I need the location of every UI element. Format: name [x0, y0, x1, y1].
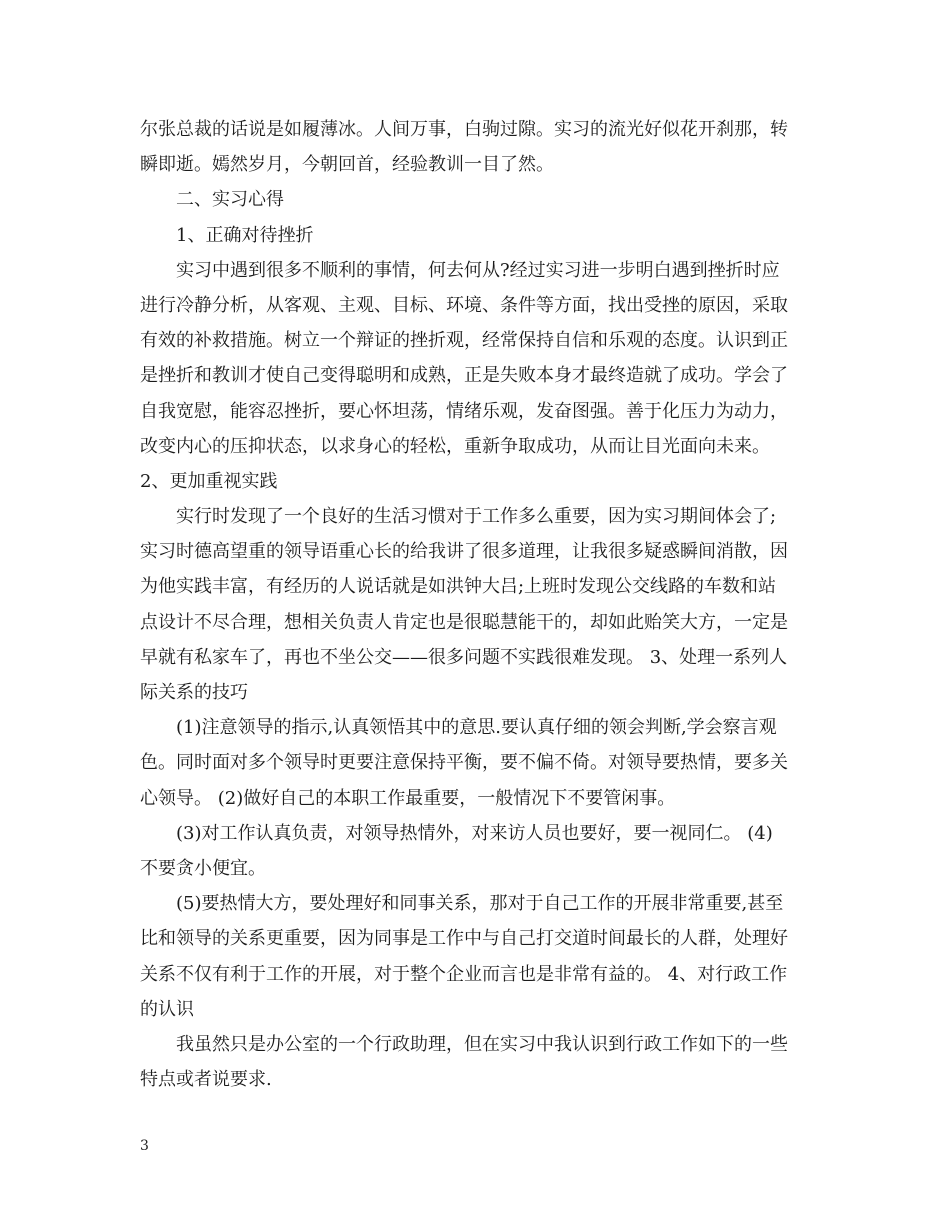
- text-line: 为他实践丰富，有经历的人说话就是如洪钟大吕;上班时发现公交线路的车数和站: [140, 576, 777, 598]
- text-line: 改变内心的压抑状态，以求身心的轻松，重新争取成功，从而让目光面向未来。: [140, 435, 770, 457]
- text-line: 有效的补救措施。树立一个辩证的挫折观，经常保持自信和乐观的态度。认识到正: [140, 330, 788, 352]
- text-line: 的认识: [140, 998, 194, 1020]
- text-line: 瞬即逝。嫣然岁月，今朝回首，经验教训一目了然。: [140, 154, 554, 176]
- text-line: 2、更加重视实践: [140, 470, 278, 492]
- text-line: 早就有私家车了，再也不坐公交——很多问题不实践很难发现。 3、处理一系列人: [140, 646, 788, 668]
- text-line: 1、正确对待挫折: [176, 224, 314, 246]
- text-line: (3)对工作认真负责，对领导热情外，对来访人员也要好，要一视同仁。 (4): [176, 822, 773, 844]
- text-line: (1)注意领导的指示,认真领悟其中的意思.要认真仔细的领会判断,学会察言观: [176, 717, 777, 739]
- document-body: [140, 112, 812, 1097]
- text-line: 实习时德高望重的领导语重心长的给我讲了很多道理，让我很多疑惑瞬间消散，因: [140, 541, 788, 563]
- text-line: 自我宽慰，能容忍挫折，要心怀坦荡，情绪乐观，发奋图强。善于化压力为动力，: [140, 400, 788, 422]
- text-line: 心领导。 (2)做好自己的本职工作最重要，一般情况下不要管闲事。: [140, 787, 676, 809]
- text-line: 比和领导的关系更重要，因为同事是工作中与自己打交道时间最长的人群，处理好: [140, 928, 788, 950]
- text-line: 特点或者说要求.: [140, 1069, 272, 1091]
- text-line: 色。同时面对多个领导时更要注意保持平衡，要不偏不倚。对领导要热情，要多关: [140, 752, 788, 774]
- text-line: 是挫折和教训才使自己变得聪明和成熟，正是失败本身才最终造就了成功。学会了: [140, 365, 788, 387]
- text-line: (5)要热情大方，要处理好和同事关系，那对于自己工作的开展非常重要,甚至: [176, 893, 784, 915]
- text-line: 尔张总裁的话说是如履薄冰。人间万事，白驹过隙。实习的流光好似花开刹那，转: [140, 119, 788, 140]
- text-line: 实习中遇到很多不顺利的事情，何去何从?经过实习进一步明白遇到挫折时应: [176, 259, 780, 281]
- text-line: 进行冷静分析，从客观、主观、目标、环境、条件等方面，找出受挫的原因，采取: [140, 294, 788, 316]
- text-line: 关系不仅有利于工作的开展，对于整个企业而言也是非常有益的。 4、对行政工作: [140, 963, 788, 985]
- page-number: 3: [140, 1138, 149, 1154]
- text-line: 点设计不尽合理，想相关负责人肯定也是很聪慧能干的，却如此贻笑大方，一定是: [140, 611, 788, 633]
- text-line: 我虽然只是办公室的一个行政助理，但在实习中我认识到行政工作如下的一些: [176, 1033, 788, 1055]
- text-line: 不要贪小便宜。: [140, 857, 266, 879]
- text-line: 二、实习心得: [176, 189, 284, 211]
- text-line: 实行时发现了一个良好的生活习惯对于工作多么重要，因为实习期间体会了;: [176, 506, 777, 528]
- text-line: 际关系的技巧: [140, 682, 248, 703]
